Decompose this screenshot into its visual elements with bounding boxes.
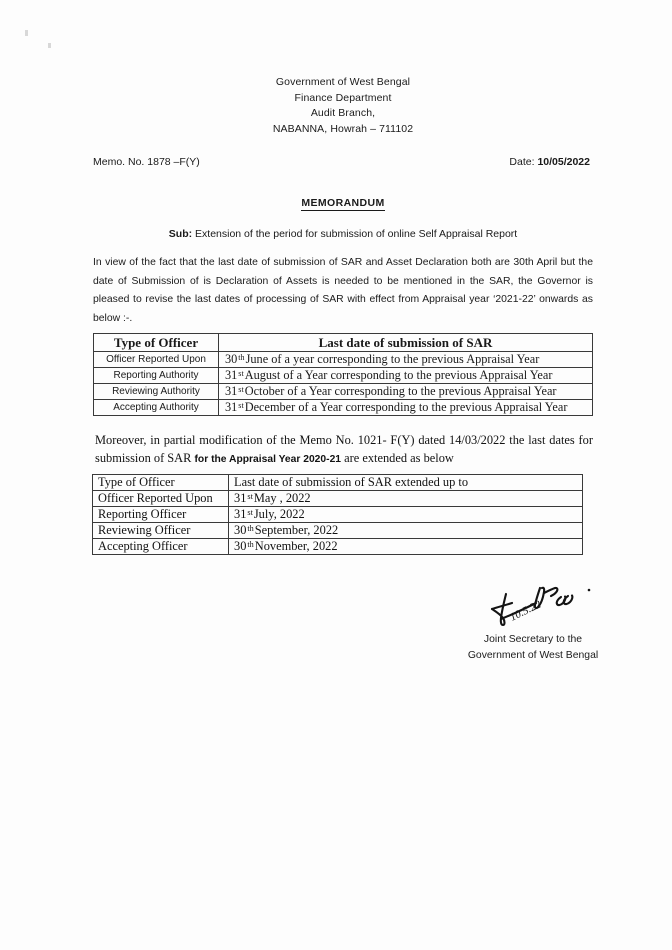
letterhead-line-3: Audit Branch, [310, 107, 376, 119]
page-title-text: MEMORANDUM [301, 197, 385, 209]
table2-extended-date [229, 523, 583, 539]
table-revised-sar-dates [93, 333, 593, 416]
table2-officer-type: Reviewing Officer [93, 523, 229, 539]
paragraph-2-part-b: are extended as below [341, 451, 454, 465]
table2-extended-date [229, 539, 583, 555]
table2-officer-type: Reporting Officer [93, 507, 229, 523]
ordinal-suffix: st [247, 507, 253, 517]
table2-officer-type: Officer Reported Upon [93, 491, 229, 507]
ordinal-suffix: st [247, 491, 253, 501]
date-remainder: November, 2022 [254, 539, 338, 553]
day-number: 31 [225, 368, 238, 382]
table1-last-date [219, 400, 593, 416]
document-content [93, 0, 599, 661]
day-number: 30 [234, 539, 247, 553]
table-row [94, 384, 593, 400]
table1-officer-type: Officer Reported Upon [94, 352, 219, 368]
scan-artifact-speck [48, 43, 51, 48]
letterhead-line-4: NABANNA, Howrah – 711102 [272, 122, 414, 135]
paragraph-2-part-a: Moreover, in partial modification of the Memo No. 1021- F(Y) dated 14/03/2022 the last dates for submission of SAR [95, 433, 593, 465]
signatory-title-line-2: Government of West Bengal [467, 649, 599, 661]
page-title [93, 197, 593, 209]
date-remainder: December of a Year corresponding to the previous Appraisal Year [244, 400, 568, 414]
memo-number: Memo. No. 1878 –F(Y) [93, 156, 200, 168]
table2-extended-date [229, 507, 583, 523]
table2-officer-type: Accepting Officer [93, 539, 229, 555]
paragraph-body-2 [95, 431, 593, 469]
table1-header-last-date: Last date of submission of SAR [219, 334, 593, 352]
letterhead-line-1: Government of West Bengal [275, 76, 411, 88]
table-row [94, 352, 593, 368]
ordinal-suffix: st [238, 400, 244, 410]
date-remainder: September, 2022 [254, 523, 339, 537]
date-remainder: August of a Year corresponding to the previous Appraisal Year [244, 368, 553, 382]
table-row [93, 523, 583, 539]
memo-date-value: 10/05/2022 [537, 156, 590, 168]
paragraph-2-emphasis: for the Appraisal Year 2020-21 [194, 454, 342, 465]
signatory-title-line-1: Joint Secretary to the [483, 634, 583, 645]
signature-date: 10.5.22 [508, 598, 543, 624]
table-row [94, 368, 593, 384]
signature-icon [448, 580, 618, 632]
date-remainder: October of a Year corresponding to the previous Appraisal Year [244, 384, 557, 398]
day-number: 31 [234, 491, 247, 505]
table1-officer-type: Accepting Authority [94, 400, 219, 416]
table1-officer-type: Reviewing Authority [94, 384, 219, 400]
table-row [94, 400, 593, 416]
handwritten-signature [448, 580, 618, 632]
scan-artifact-speck [25, 30, 28, 36]
ordinal-suffix: st [238, 368, 244, 378]
paragraph-body-1: In view of the fact that the last date of submission of SAR and Asset Declaration both are 30th April but the date of Submission of is Declaration of Assets is needed to be mentioned in the SAR, the Governor is pleased to revise the last dates of processing of SAR with effect from Appraisal year ‘2021-22’ onwards as below :-. [93, 257, 593, 324]
signature-block [393, 580, 672, 663]
subject-line [93, 228, 593, 240]
table1-last-date [219, 384, 593, 400]
day-number: 31 [234, 507, 247, 521]
table-row [93, 507, 583, 523]
table-header-row [94, 334, 593, 352]
day-number: 30 [225, 352, 238, 366]
table1-last-date [219, 352, 593, 368]
letterhead-line-2: Finance Department [294, 91, 392, 104]
date-remainder: May , 2022 [253, 491, 311, 505]
table-extended-sar-dates [92, 474, 583, 555]
subject-label: Sub: [168, 228, 193, 240]
table1-last-date [219, 368, 593, 384]
table1-officer-type: Reporting Authority [94, 368, 219, 384]
subject-text: Extension of the period for submission of online Self Appraisal Report [192, 228, 518, 240]
ordinal-suffix: st [238, 384, 244, 394]
table-row [93, 491, 583, 507]
memo-date-label: Date: [509, 156, 538, 168]
date-remainder: June of a year corresponding to the previous Appraisal Year [245, 352, 540, 366]
day-number: 31 [225, 384, 238, 398]
ordinal-suffix: th [247, 523, 254, 533]
table-header-row [93, 475, 583, 491]
table2-extended-date [229, 491, 583, 507]
ordinal-suffix: th [247, 539, 254, 549]
memo-date [509, 156, 593, 168]
day-number: 31 [225, 400, 238, 414]
table1-header-type-of-officer: Type of Officer [94, 334, 219, 352]
date-remainder: July, 2022 [253, 507, 305, 521]
table2-header-type-of-officer: Type of Officer [93, 475, 229, 491]
memo-reference-row [93, 156, 593, 168]
ordinal-suffix: th [238, 352, 245, 362]
day-number: 30 [234, 523, 247, 537]
table-row [93, 539, 583, 555]
letterhead [93, 75, 593, 137]
table2-header-extended-date: Last date of submission of SAR extended up to [229, 475, 583, 491]
